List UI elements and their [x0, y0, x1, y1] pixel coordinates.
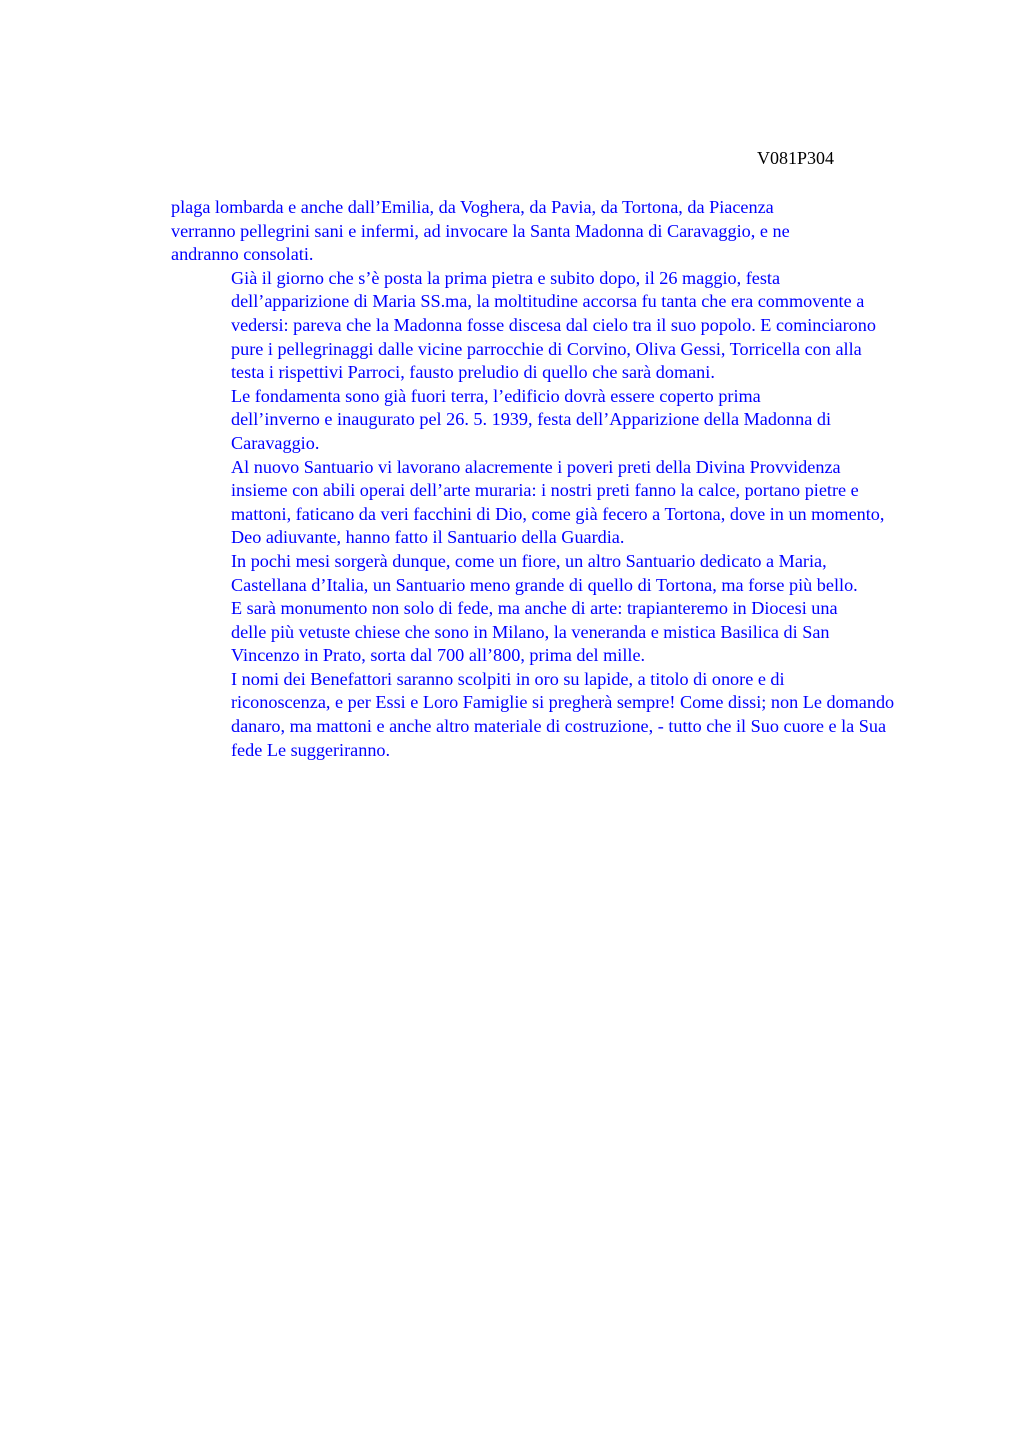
text-line: danaro, ma mattoni e anche altro materiale di costruzione, - tutto che il Suo cuore e la Sua — [231, 716, 887, 737]
paragraph — [171, 456, 931, 550]
text-line: pure i pellegrinaggi dalle vicine parrocchie di Corvino, Oliva Gessi, Torricella con alla — [231, 338, 862, 359]
document-body — [171, 196, 931, 762]
text-line: fede Le suggeriranno. — [231, 739, 391, 760]
text-line: Vincenzo in Prato, sorta dal 700 all’800, prima del mille. — [231, 645, 646, 666]
text-line: delle più vetuste chiese che sono in Milano, la veneranda e mistica Basilica di San — [231, 621, 830, 642]
paragraph — [171, 196, 931, 267]
paragraph — [171, 668, 931, 762]
text-line: E sarà monumento non solo di fede, ma anche di arte: trapianteremo in Diocesi una — [231, 598, 838, 619]
paragraph — [171, 550, 931, 597]
text-line: Deo adiuvante, hanno fatto il Santuario della Guardia. — [231, 527, 625, 548]
text-line: Già il giorno che s’è posta la prima pietra e subito dopo, il 26 maggio, festa — [231, 267, 781, 288]
document-code: V081P304 — [757, 148, 835, 168]
text-line: I nomi dei Benefattori saranno scolpiti in oro su lapide, a titolo di onore e di — [231, 668, 785, 689]
text-line: verranno pellegrini sani e infermi, ad invocare la Santa Madonna di Caravaggio, e ne — [171, 220, 790, 241]
paragraph — [171, 597, 931, 668]
text-line: Al nuovo Santuario vi lavorano alacremente i poveri preti della Divina Provvidenza — [231, 456, 841, 477]
paragraph — [171, 385, 931, 456]
text-line: Caravaggio. — [231, 432, 320, 453]
paragraph — [171, 267, 931, 385]
text-line: riconoscenza, e per Essi e Loro Famiglie si pregherà sempre! Come dissi; non Le domando — [231, 692, 895, 713]
text-line: mattoni, faticano da veri facchini di Dio, come già fecero a Tortona, dove in un momento, — [231, 503, 885, 524]
text-line: plaga lombarda e anche dall’Emilia, da Voghera, da Pavia, da Tortona, da Piacenza — [171, 197, 774, 217]
text-line: testa i rispettivi Parroci, fausto preludio di quello che sarà domani. — [231, 362, 715, 383]
text-line: insieme con abili operai dell’arte muraria: i nostri preti fanno la calce, portano pietre e — [231, 480, 859, 501]
text-line: Le fondamenta sono già fuori terra, l’edificio dovrà essere coperto prima — [231, 385, 761, 406]
text-line: In pochi mesi sorgerà dunque, come un fiore, un altro Santuario dedicato a Maria, — [231, 550, 827, 571]
text-line: dell’inverno e inaugurato pel 26. 5. 1939, festa dell’Apparizione della Madonna di — [231, 409, 832, 430]
text-line: andranno consolati. — [171, 244, 314, 265]
text-line: Castellana d’Italia, un Santuario meno grande di quello di Tortona, ma forse più bello. — [231, 574, 858, 595]
text-line: vedersi: pareva che la Madonna fosse discesa dal cielo tra il suo popolo. E cominciarono — [231, 314, 876, 335]
text-line: dell’apparizione di Maria SS.ma, la moltitudine accorsa fu tanta che era commovente a — [231, 291, 865, 312]
